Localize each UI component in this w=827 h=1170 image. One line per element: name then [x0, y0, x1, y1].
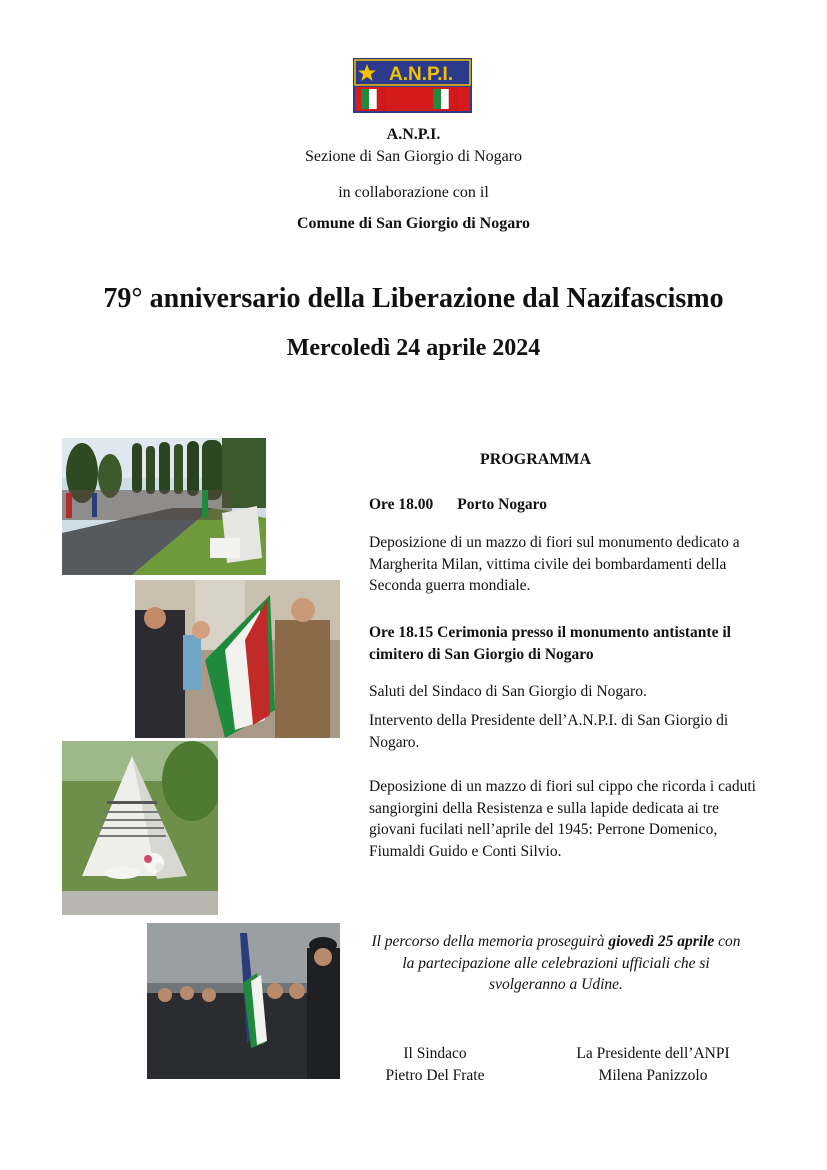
collab-text: in collaborazione con il	[338, 184, 489, 201]
page-title: 79° anniversario della Liberazione dal Nazifascismo	[103, 283, 724, 314]
slot-1-place: Porto Nogaro	[457, 496, 547, 513]
event-date: Mercoledì 24 aprile 2024	[286, 335, 541, 361]
photo-porto-nogaro	[62, 438, 266, 575]
slot-1-time: Ore 18.00	[369, 496, 434, 513]
slot-1-description: Deposizione di un mazzo di fiori sul monumento dedicato a Margherita Milan, vittima civile dei bombardamenti della Seconda guerra mondiale.	[369, 534, 740, 594]
signature-presidente	[553, 1043, 753, 1087]
note-part-2: con la partecipazione alle celebrazioni ufficiali che si svolgeranno a Udine.	[402, 933, 741, 993]
note-part-1: Il percorso della memoria proseguirà	[371, 933, 605, 950]
slot-2-saluti: Saluti del Sindaco di San Giorgio di Nogaro.	[369, 683, 647, 700]
presidente-name: Milena Panizzolo	[598, 1067, 708, 1084]
signature-sindaco	[360, 1043, 510, 1087]
program-heading: PROGRAMMA	[480, 451, 592, 468]
slot-2-intervento: Intervento della Presidente dell’A.N.P.I. di San Giorgio di Nogaro.	[369, 712, 729, 751]
note-bold-date: giovedì 25 aprile	[608, 933, 715, 950]
org-name: A.N.P.I.	[386, 126, 441, 143]
slot-2-description: Deposizione di un mazzo di fiori sul cippo che ricorda i caduti sangiorgini della Resistenza e sulla lapide dedicata ai tre giovani fucilati nell’aprile del 1945: Perrone Domenico, Fiumaldi Guido e Conti Silvio.	[369, 778, 756, 860]
section-name: Sezione di San Giorgio di Nogaro	[304, 148, 522, 165]
photo-monument	[62, 741, 218, 915]
comune-name: Comune di San Giorgio di Nogaro	[296, 215, 531, 232]
memory-note	[366, 931, 746, 996]
logo-text: A.N.P.I.	[388, 64, 454, 85]
program-slot-1	[369, 496, 547, 514]
photo-group-flag	[147, 923, 340, 1079]
anpi-logo	[353, 58, 472, 113]
photo-historical-flag	[135, 580, 340, 738]
sindaco-role: Il Sindaco	[403, 1045, 467, 1062]
program-slot-2: Ore 18.15 Cerimonia presso il monumento antistante il cimitero di San Giorgio di Nogaro	[369, 624, 731, 663]
presidente-role: La Presidente dell’ANPI	[576, 1045, 730, 1062]
sindaco-name: Pietro Del Frate	[385, 1067, 485, 1084]
